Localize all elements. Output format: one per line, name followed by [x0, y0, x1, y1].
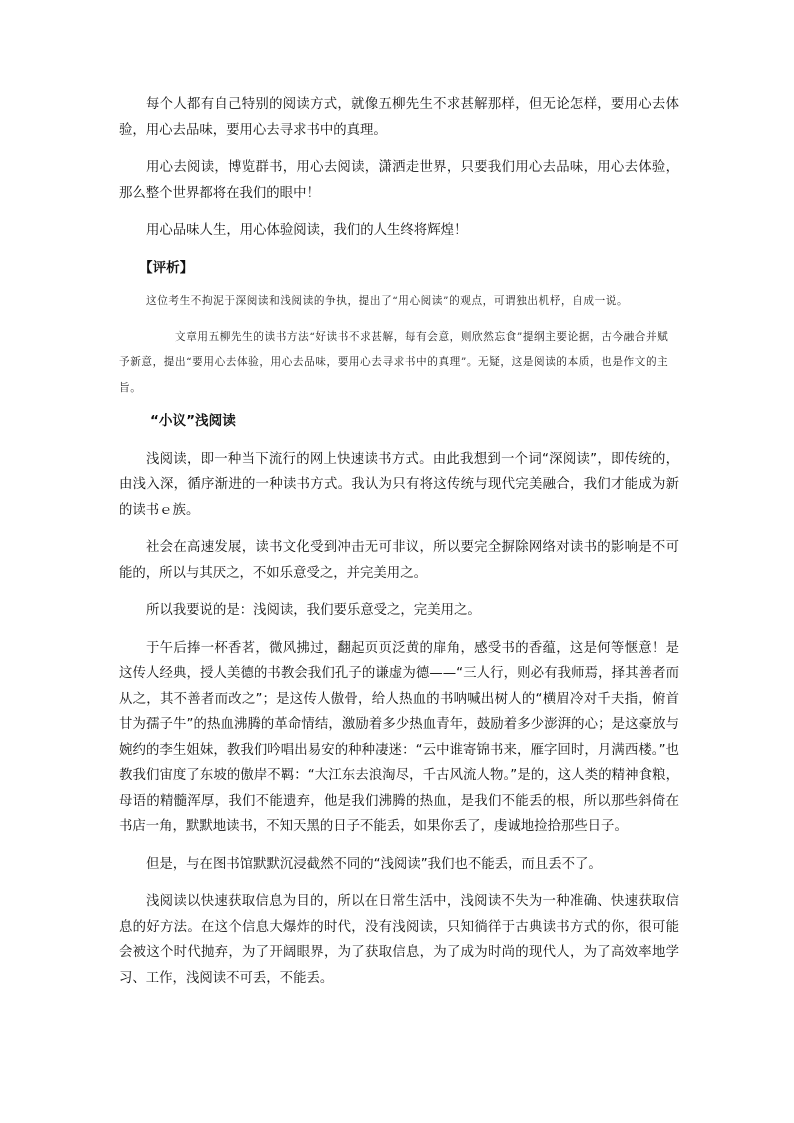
paragraph: 于午后捧一杯香茗，微风拂过，翻起页页泛黄的扉角，感受书的香蕴，这是何等惬意！是这传人经典，授人美德的书教会我们孔子的谦虚为德——“三人行，则必有我师焉，择其善者而从之，其不善者而改之”；是这传人傲骨，给人热血的书呐喊出树人的“横眉冷对千夫指，俯首甘为孺子牛”的热血沸腾的革命情结，激励着多少热血青年，鼓励着多少澎湃的心；是这豪放与婉约的李生姐妹，教我们吟唱出易安的种种凄迷：“云中谁寄锦书来，雁字回时，月满西楼。”也教我们宙度了东坡的傲岸不羁：“大江东去浪淘尽，千古风流人物。”是的，这人类的精神食粮，母语的精髓浑厚，我们不能遗弃，他是我们沸腾的热血，是我们不能丢的根，所以那些斜倚在书店一角，默默地读书，不知天黑的日子不能丢，如果你丢了，虔诚地捡拾那些日子。: [119, 640, 679, 834]
paragraph: 每个人都有自己特别的阅读方式，就像五柳先生不求甚解那样，但无论怎样，要用心去体验，用心去品味，要用心去寻求书中的真理。: [119, 97, 679, 138]
paragraph: 用心去阅读，博览群书，用心去阅读，潇洒走世界，只要我们用心去品味，用心去体验，那么整个世界都将在我们的眼中！: [119, 160, 679, 201]
paragraph: 所以我要说的是：浅阅读，我们要乐意受之，完美用之。: [146, 603, 481, 618]
document-page: [119, 92, 679, 991]
paragraph: 但是，与在图书馆默默沉浸截然不同的“浅阅读”我们也不能丢，而且丢不了。: [146, 856, 602, 872]
paragraph: 浅阅读，即一种当下流行的网上快速读书方式。由此我想到一个词“深阅读”，即传统的，由浅入深，循序渐进的一种读书方式。我认为只有将这传统与现代完美融合，我们才能成为新的读书ｅ族。: [119, 451, 679, 518]
review-paragraph: 文章用五柳先生的读书方法“好读书不求甚解，每有会意，则欣然忘食”提纲主要论据，古今融合并赋予新意，提出“要用心去体验，用心去品味，要用心去寻求书中的真理”。无疑，这是阅读的本质，也是作文的主旨。: [119, 330, 669, 394]
paragraph: 用心品味人生，用心体验阅读，我们的人生终将辉煌！: [146, 223, 468, 238]
review-heading: 【评析】: [139, 259, 194, 276]
essay-title: “小议”浅阅读: [150, 413, 236, 429]
paragraph: 浅阅读以快速获取信息为目的，所以在日常生活中，浅阅读不失为一种准确、快速获取信息的好方法。在这个信息大爆炸的时代，没有浅阅读，只知徜徉于古典读书方式的你，很可能会被这个时代抛弃，为了开阔眼界，为了获取信息，为了成为时尚的现代人，为了高效率地学习、工作，浅阅读不可丢，不能丢。: [119, 894, 679, 986]
paragraph: 社会在高速发展，读书文化受到冲击无可非议，所以要完全摒除网络对读书的影响是不可能的，所以与其厌之，不如乐意受之，并完美用之。: [119, 540, 679, 581]
review-paragraph: 这位考生不拘泥于深阅读和浅阅读的争执，提出了“用心阅读”的观点，可谓独出机杼，自成一说。: [146, 295, 629, 307]
